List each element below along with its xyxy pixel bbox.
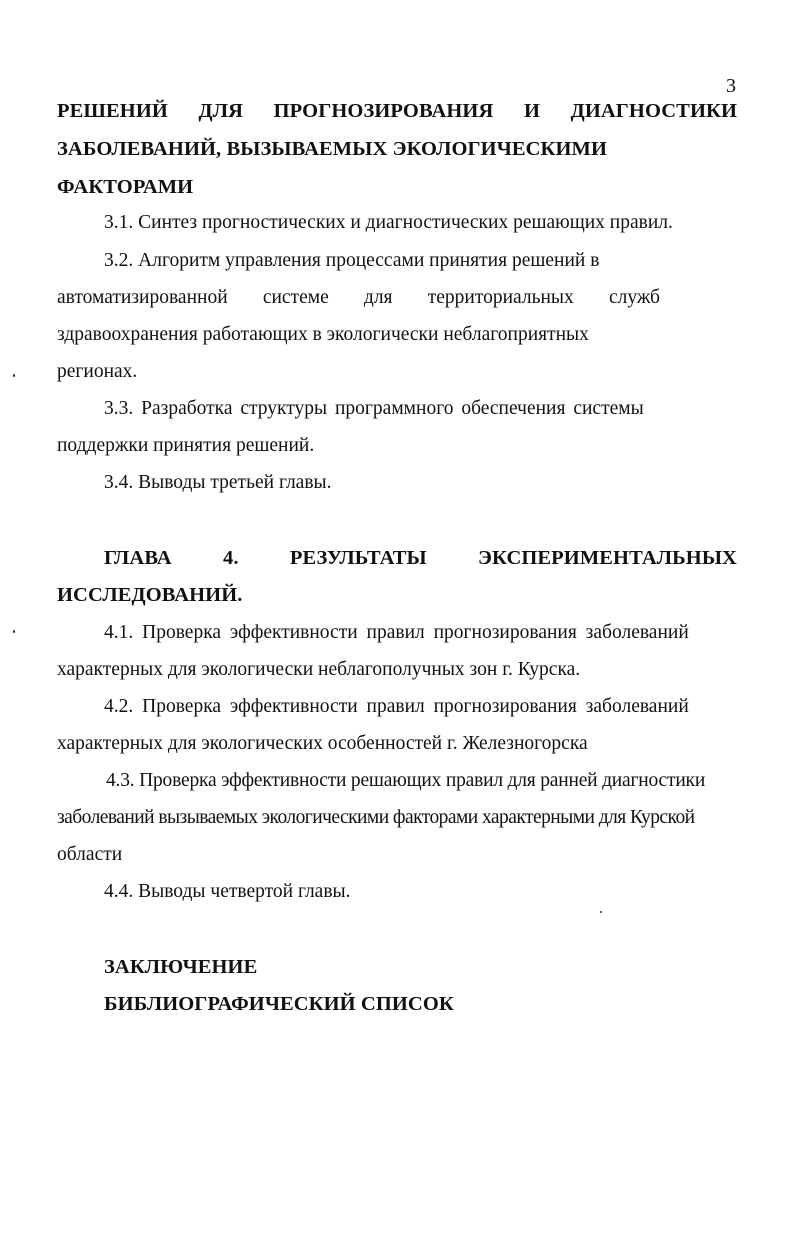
- scan-speck: [600, 911, 602, 913]
- chapter3-heading-line2: ЗАБОЛЕВАНИЙ, ВЫЗЫВАЕМЫХ ЭКОЛОГИЧЕСКИМИ: [57, 138, 608, 160]
- toc-item-4-4: 4.4. Выводы четвертой главы.: [104, 881, 351, 902]
- toc-item-3-2-line3: здравоохранения работающих в экологически неблагоприятных: [57, 324, 589, 345]
- toc-item-4-3-line2: заболеваний вызываемых экологическими факторами характерными для Курской: [57, 807, 695, 828]
- scan-speck: [13, 374, 15, 377]
- heading-word: ДЛЯ: [198, 100, 244, 122]
- heading-word: ЭКСПЕРИМЕНТАЛЬНЫХ: [477, 547, 737, 569]
- chapter3-heading-line3: ФАКТОРАМИ: [57, 176, 194, 198]
- toc-item-4-1-line1: 4.1. Проверка эффективности правил прогнозирования заболеваний: [104, 622, 689, 643]
- page-number: 3: [726, 75, 736, 97]
- toc-word: территориальных: [427, 287, 574, 308]
- toc-item-3-1: 3.1. Синтез прогностических и диагностических решающих правил.: [104, 212, 673, 233]
- heading-word: И: [523, 100, 541, 122]
- scan-speck: [13, 630, 15, 633]
- toc-item-3-3-line1: 3.3. Разработка структуры программного обеспечения системы: [104, 398, 644, 419]
- toc-item-3-4: 3.4. Выводы третьей главы.: [104, 472, 332, 493]
- toc-item-3-2-line2: [57, 285, 660, 311]
- chapter4-heading-line1: [104, 545, 737, 571]
- bibliography-heading: БИБЛИОГРАФИЧЕСКИЙ СПИСОК: [104, 993, 454, 1015]
- chapter4-heading-line2: ИССЛЕДОВАНИЙ.: [57, 584, 243, 606]
- toc-word: служб: [608, 287, 660, 308]
- toc-word: для: [363, 287, 393, 308]
- heading-word: ПРОГНОЗИРОВАНИЯ: [273, 100, 494, 122]
- heading-word: РЕШЕНИЙ: [57, 100, 168, 122]
- toc-word: системе: [262, 287, 329, 308]
- heading-word: 4.: [223, 547, 239, 569]
- toc-item-3-3-line2: поддержки принятия решений.: [57, 435, 315, 456]
- toc-item-3-2-line1: [104, 248, 660, 274]
- toc-text: 3.2. Алгоритм управления процессами принятия решений в: [104, 250, 600, 271]
- toc-item-4-2-line2: характерных для экологических особенностей г. Железногорска: [57, 733, 588, 754]
- heading-word: ДИАГНОСТИКИ: [570, 100, 737, 122]
- chapter3-heading-line1: [57, 98, 737, 124]
- heading-word: РЕЗУЛЬТАТЫ: [289, 547, 427, 569]
- toc-word: автоматизированной: [57, 287, 228, 308]
- toc-item-4-1-line2: характерных для экологически неблагополучных зон г. Курска.: [57, 659, 581, 680]
- toc-item-4-3-line1: 4.3. Проверка эффективности решающих правил для ранней диагностики: [106, 770, 706, 791]
- toc-item-4-2-line1: 4.2. Проверка эффективности правил прогнозирования заболеваний: [104, 696, 689, 717]
- conclusion-heading: ЗАКЛЮЧЕНИЕ: [104, 956, 258, 978]
- toc-item-3-2-line4: регионах.: [57, 361, 138, 382]
- toc-item-4-3-line3: области: [57, 844, 123, 865]
- heading-word: ГЛАВА: [104, 547, 172, 569]
